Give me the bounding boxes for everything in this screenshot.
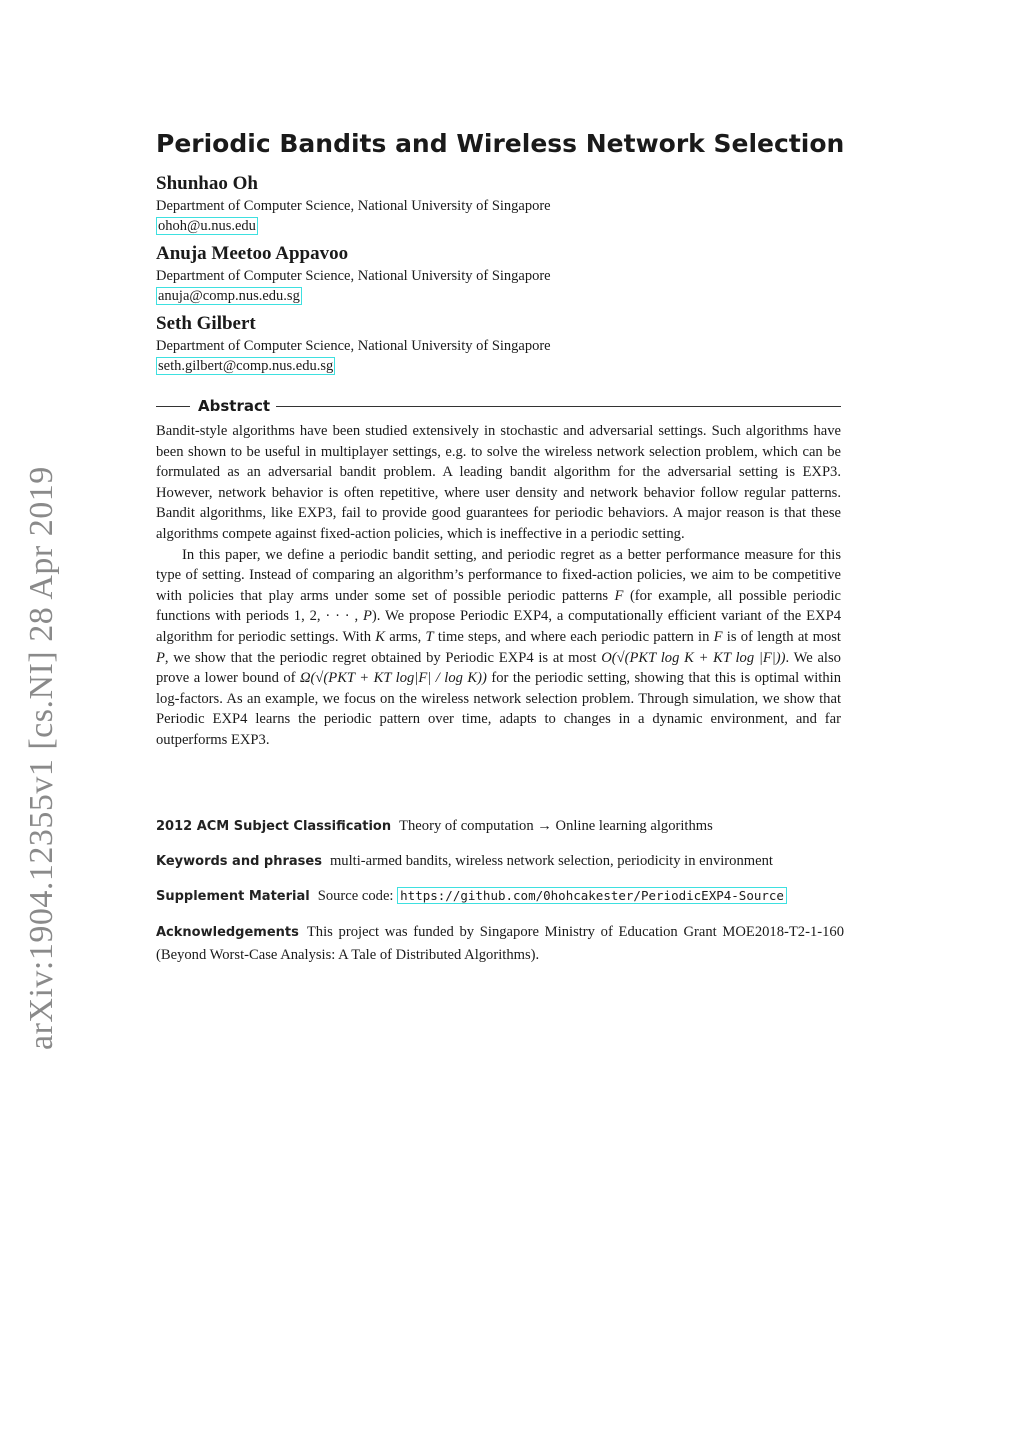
author-name: Anuja Meetoo Appavoo	[156, 243, 349, 264]
keywords-label: Keywords and phrases	[156, 854, 322, 869]
author-affiliation: Department of Computer Science, National University of Singapore	[156, 198, 551, 214]
author-affiliation: Department of Computer Science, National University of Singapore	[156, 338, 551, 354]
text-run: . We also prove a lower bound of	[156, 649, 841, 687]
acknowledgements	[156, 921, 844, 966]
author-block	[156, 242, 841, 305]
math-symbol: F	[713, 628, 723, 645]
math-symbol: T	[425, 628, 434, 645]
author-email-link[interactable]: ohoh@u.nus.edu	[158, 218, 256, 234]
text-run: time steps, and where each periodic pattern in	[437, 628, 710, 645]
divider	[276, 406, 841, 407]
acknowledgements-value: This project was funded by Singapore Ministry of Education Grant MOE2018-T2-1-160 (Beyond Worst-Case Analysis: A Tale of Distributed Algorithms).	[156, 924, 844, 963]
acm-label: 2012 ACM Subject Classification	[156, 819, 392, 834]
abstract-heading	[156, 396, 841, 416]
lower-bound-formula: Ω(√(PKT + KT log|F| / log K))	[300, 670, 487, 687]
arxiv-identifier-stamp: arXiv:1904.12355v1 [cs.NI] 28 Apr 2019	[23, 466, 60, 1050]
text-run: ). We propose Periodic EXP4, a computationally efficient variant of the EXP4 algorithm for periodic settings. With	[156, 608, 841, 645]
acm-classification	[156, 815, 844, 838]
acm-value: Theory of computation → Online learning algorithms	[399, 818, 713, 834]
keywords	[156, 850, 844, 873]
supplement-material	[156, 885, 844, 908]
upper-bound-formula: O(√(PKT log K + KT log |F|))	[601, 649, 786, 666]
text-run: (for example, all possible periodic functions with periods 1, 2, · · · ,	[156, 587, 841, 625]
text-run: In this paper, we define a periodic bandit setting, and periodic regret as a better performance measure for this type of setting. Instead of comparing an algorithm’s performance to fixed-action policies, we aim to be competitive with policies that play arms under some set of possible periodic patterns	[156, 546, 841, 604]
supplement-label: Supplement Material	[156, 889, 310, 904]
supplement-prefix: Source code:	[317, 888, 394, 904]
author-email-link[interactable]: anuja@comp.nus.edu.sg	[158, 288, 300, 304]
author-name: Seth Gilbert	[156, 313, 256, 334]
text-run: , we show that the periodic regret obtained by Periodic EXP4 is at most	[164, 649, 597, 666]
math-symbol: P	[156, 649, 165, 666]
author-block	[156, 172, 841, 235]
abstract-label: Abstract	[198, 397, 271, 415]
source-code-link[interactable]: https://github.com/0hohcakester/PeriodicEXP4-Source	[397, 887, 787, 904]
math-symbol: F	[614, 587, 624, 604]
text-run: for the periodic setting, showing that this is optimal within log-factors. As an example, we focus on the wireless network selection problem. Through simulation, we show that Periodic EXP4 learns the periodic pattern over time, adapts to changes in a dynamic environment, and far outperforms EXP3.	[156, 670, 841, 748]
abstract-paragraph	[156, 545, 841, 751]
keywords-value: multi-armed bandits, wireless network selection, periodicity in environment	[329, 853, 773, 869]
abstract-paragraph: Bandit-style algorithms have been studied extensively in stochastic and adversarial settings. Such algorithms have been shown to be useful in multiplayer settings, e.g. to solve the wireless network selection problem, which can be formulated as an adversarial bandit problem. A leading bandit algorithm for the adversarial setting is EXP3. However, network behavior is often repetitive, where user density and network behavior follow regular patterns. Bandit algorithms, like EXP3, fail to provide good guarantees for periodic behaviors. A major reason is that these algorithms compete against fixed-action policies, which is ineffective in a periodic setting.	[156, 423, 841, 542]
author-block	[156, 312, 841, 375]
author-name: Shunhao Oh	[156, 173, 258, 194]
math-symbol: P	[363, 608, 372, 625]
abstract-body	[156, 421, 841, 751]
text-run: arms,	[389, 628, 422, 645]
author-affiliation: Department of Computer Science, National University of Singapore	[156, 268, 551, 284]
acknowledgements-label: Acknowledgements	[156, 925, 299, 940]
text-run: is of length at most	[726, 628, 841, 645]
math-symbol: K	[375, 628, 386, 645]
paper-title: Periodic Bandits and Wireless Network Selection	[156, 129, 845, 158]
author-email-link[interactable]: seth.gilbert@comp.nus.edu.sg	[158, 358, 334, 374]
divider	[156, 406, 190, 407]
